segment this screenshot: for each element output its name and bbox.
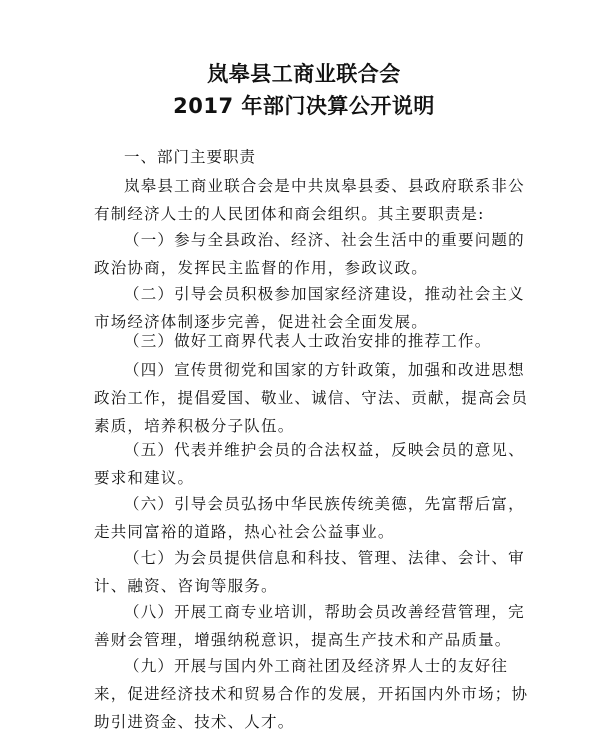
text-line: 要求和建议。 [94, 469, 195, 487]
paragraph-duty-6 [94, 490, 524, 546]
paragraph-duty-3 [94, 327, 524, 355]
text-line: （五）代表并维护会员的合法权益，反映会员的意见、 [124, 441, 525, 459]
paragraph-intro [94, 172, 524, 228]
text-line: 来，促进经济技术和贸易合作的发展，开拓国内外市场；协 [94, 685, 529, 703]
text-line: 市场经济体制逐步完善，促进社会全面发展。 [94, 313, 429, 331]
text-line: （六）引导会员弘扬中华民族传统美德，先富帮后富， [124, 495, 525, 513]
text-line: （四）宣传贯彻党和国家的方针政策，加强和改进思想 [124, 361, 525, 379]
text-line: 政治工作，提倡爱国、敬业、诚信、守法、贡献，提高会员 [94, 389, 529, 407]
section-heading-duties: 一、部门主要职责 [124, 148, 257, 166]
document-title-org: 岚皋县工商业联合会 [207, 62, 401, 86]
paragraph-duty-8 [94, 598, 524, 654]
text-line: （三）做好工商界代表人士政治安排的推荐工作。 [124, 332, 492, 350]
text-line: （七）为会员提供信息和科技、管理、法律、会计、审 [124, 549, 525, 567]
text-line: （八）开展工商专业培训，帮助会员改善经营管理，完 [124, 603, 525, 621]
text-line: 走共同富裕的道路，热心社会公益事业。 [94, 523, 395, 541]
text-line: （九）开展与国内外工商社团及经济界人士的友好往 [124, 657, 509, 675]
paragraph-duty-9 [94, 652, 529, 736]
text-line: （一）参与全县政治、经济、社会生活中的重要问题的 [124, 231, 525, 249]
text-line: 政治协商，发挥民主监督的作用，参政议政。 [94, 259, 429, 277]
text-line: 计、融资、咨询等服务。 [94, 577, 278, 595]
paragraph-duty-7 [94, 544, 524, 600]
paragraph-duty-1 [94, 226, 524, 282]
text-line: 岚皋县工商业联合会是中共岚皋县委、县政府联系非公 [124, 177, 525, 195]
paragraph-duty-5 [94, 436, 524, 492]
text-line: （二）引导会员积极参加国家经济建设，推动社会主义 [124, 285, 525, 303]
document-title-report: 2017 年部门决算公开说明 [173, 94, 435, 118]
text-line: 助引进资金、技术、人才。 [94, 713, 295, 731]
text-line: 善财会管理，增强纳税意识，提高生产技术和产品质量。 [94, 631, 512, 649]
text-line: 有制经济人士的人民团体和商会组织。其主要职责是: [94, 205, 485, 223]
text-line: 素质，培养积极分子队伍。 [94, 417, 295, 435]
paragraph-duty-4 [94, 356, 529, 440]
